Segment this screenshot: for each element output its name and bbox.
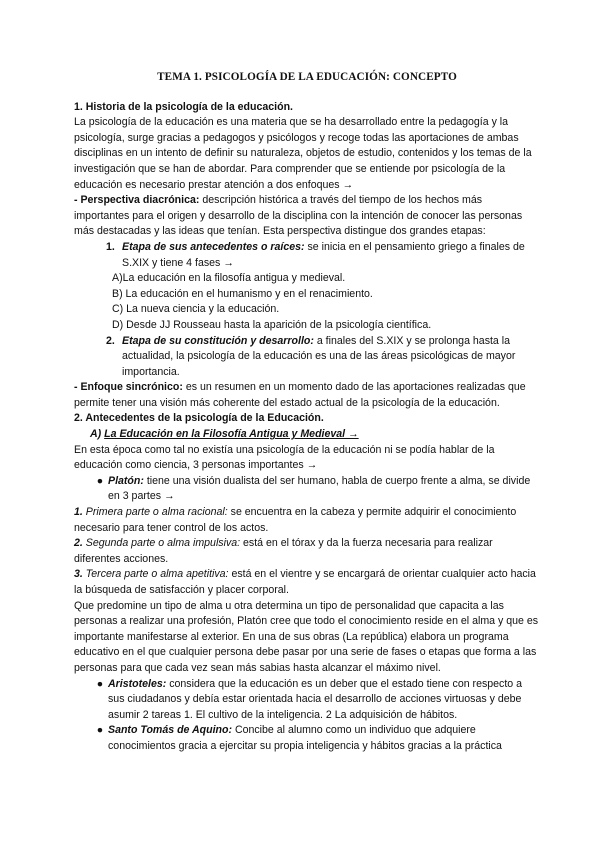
aristoteles-text: considera que la educación es un deber que el estado tiene con respecto a sus ciudadanos y debía estar orientada hacia el desarrollo de acciones virtuosas y debe asumir 2 tareas 1. El cultivo de la inteligencia. 2 La adquisición de hábitos. — [108, 677, 523, 721]
subsection-a-heading — [74, 427, 540, 443]
section-1-heading: 1. Historia de la psicología de la educación. — [74, 100, 294, 113]
etapa-item-2 — [106, 334, 540, 381]
alma-number: 1. — [74, 506, 83, 519]
etapa-text: a finales del S.XIX y se prolonga hasta la actualidad, la psicología de la educación es una de las áreas psicológicas de mayor importancia. — [122, 334, 516, 378]
alma-item — [74, 567, 540, 598]
bullet-icon: ● — [96, 724, 104, 737]
bullet-tomas — [74, 723, 540, 754]
sincronico-paragraph — [74, 380, 540, 411]
alma-item — [74, 536, 540, 567]
alma-number: 3. — [74, 568, 83, 581]
subsection-prefix: A) — [90, 428, 102, 441]
etapa-body — [122, 240, 540, 271]
subsection-title: La Educación en la Filosofía Antigua y Medieval → — [104, 428, 359, 441]
bullet-body — [108, 677, 540, 724]
etapa-item-1 — [106, 240, 540, 271]
platon-paragraph: Que predomine un tipo de alma u otra determina un tipo de personalidad que capacita a las personas a realizar una profesión, Platón cree que todo el conocimiento reside en el alma y que es importante manifestarse al exterior. En una de sus obras (La república) elabora un programa educativo en el que cualquier persona debe pasar por una serie de fases o etapas que forma a las personas para que cada vez sean más sabias hasta alcanzar el máximo nivel. — [74, 599, 539, 674]
fases-list — [74, 271, 540, 333]
etapa-label: Etapa de sus antecedentes o raíces: — [122, 240, 305, 253]
sincronico-text: es un resumen en un momento dado de las aportaciones realizadas que permite tener una visión más coherente del estado actual de la psicología de la educación. — [74, 381, 526, 409]
alma-text: está en el vientre y se encargará de orientar cualquier acto hacia la búsqueda de satisfacción y placer corporal. — [74, 568, 536, 596]
diacronica-label: - Perspectiva diacrónica: — [74, 194, 200, 207]
fase-item: D) Desde JJ Rousseau hasta la aparición de la psicología científica. — [112, 318, 432, 331]
etapa-number: 1. — [106, 240, 115, 253]
bullet-body — [108, 474, 540, 505]
etapas-list — [74, 240, 540, 271]
aristoteles-label: Aristoteles: — [108, 677, 167, 690]
bullet-platon — [74, 474, 540, 505]
fase-item: C) La nueva ciencia y la educación. — [112, 303, 280, 316]
section-2-heading: 2. Antecedentes de la psicología de la Educación. — [74, 412, 324, 425]
diacronica-text: descripción histórica a través del tiempo de los hechos más importantes para el origen y desarrollo de la disciplina con la intención de conocer las personas más destacadas y las ideas que tenían. Esta perspectiva distingue dos grandes etapas: — [74, 194, 523, 238]
bullet-icon: ● — [96, 677, 104, 690]
etapa-number: 2. — [106, 334, 115, 347]
tomas-text: Concibe al alumno como un individuo que adquiere conocimientos gracia a ejercitar su propia inteligencia y hábitos gracias a la práctica — [108, 724, 502, 752]
alma-number: 2. — [74, 537, 83, 550]
etapa-label: Etapa de su constitución y desarrollo: — [122, 334, 314, 347]
alma-label: Tercera parte o alma apetitiva: — [85, 568, 229, 581]
section-2-intro: En esta época como tal no existía una psicología de la educación ni se podía hablar de la educación como ciencia, 3 personas importantes → — [74, 443, 495, 472]
bullet-body — [108, 723, 540, 754]
platon-text: tiene una visión dualista del ser humano, habla de cuerpo frente a alma, se divide en 3 partes → — [108, 474, 531, 503]
diacronica-paragraph — [74, 193, 540, 240]
alma-text: se encuentra en la cabeza y permite adquirir el conocimiento necesario para tener control de los actos. — [74, 506, 517, 534]
alma-label: Primera parte o alma racional: — [85, 506, 228, 519]
fase-item: A)La educación en la filosofía antigua y medieval. — [112, 272, 346, 285]
alma-text: está en el tórax y da la fuerza necesaria para realizar diferentes acciones. — [74, 537, 493, 565]
etapa-body — [122, 334, 540, 381]
etapas-list-continued — [74, 334, 540, 381]
sincronico-label: - Enfoque sincrónico: — [74, 381, 183, 394]
bullet-icon: ● — [96, 474, 104, 487]
fase-item: B) La educación en el humanismo y en el renacimiento. — [112, 287, 373, 300]
etapa-text: se inicia en el pensamiento griego a finales de S.XIX y tiene 4 fases → — [122, 240, 525, 269]
section-1-intro: La psicología de la educación es una materia que se ha desarrollado entre la pedagogía y la psicología, surge gracias a pedagogos y psicólogos y recoge todas las aportaciones de ambas disciplinas en un intento de definir su naturaleza, objetos de estudio, contenidos y los temas de la investigación que se han de abordar. Para comprender que se entiende por psicología de la educación es necesario prestar atención a dos enfoques → — [74, 116, 532, 191]
document-title: TEMA 1. PSICOLOGÍA DE LA EDUCACIÓN: CONCEPTO — [157, 71, 457, 83]
tomas-label: Santo Tomás de Aquino: — [108, 724, 232, 737]
alma-item — [74, 505, 540, 536]
bullet-aristoteles — [74, 677, 540, 724]
platon-label: Platón: — [108, 474, 144, 487]
alma-label: Segunda parte o alma impulsiva: — [85, 537, 241, 550]
